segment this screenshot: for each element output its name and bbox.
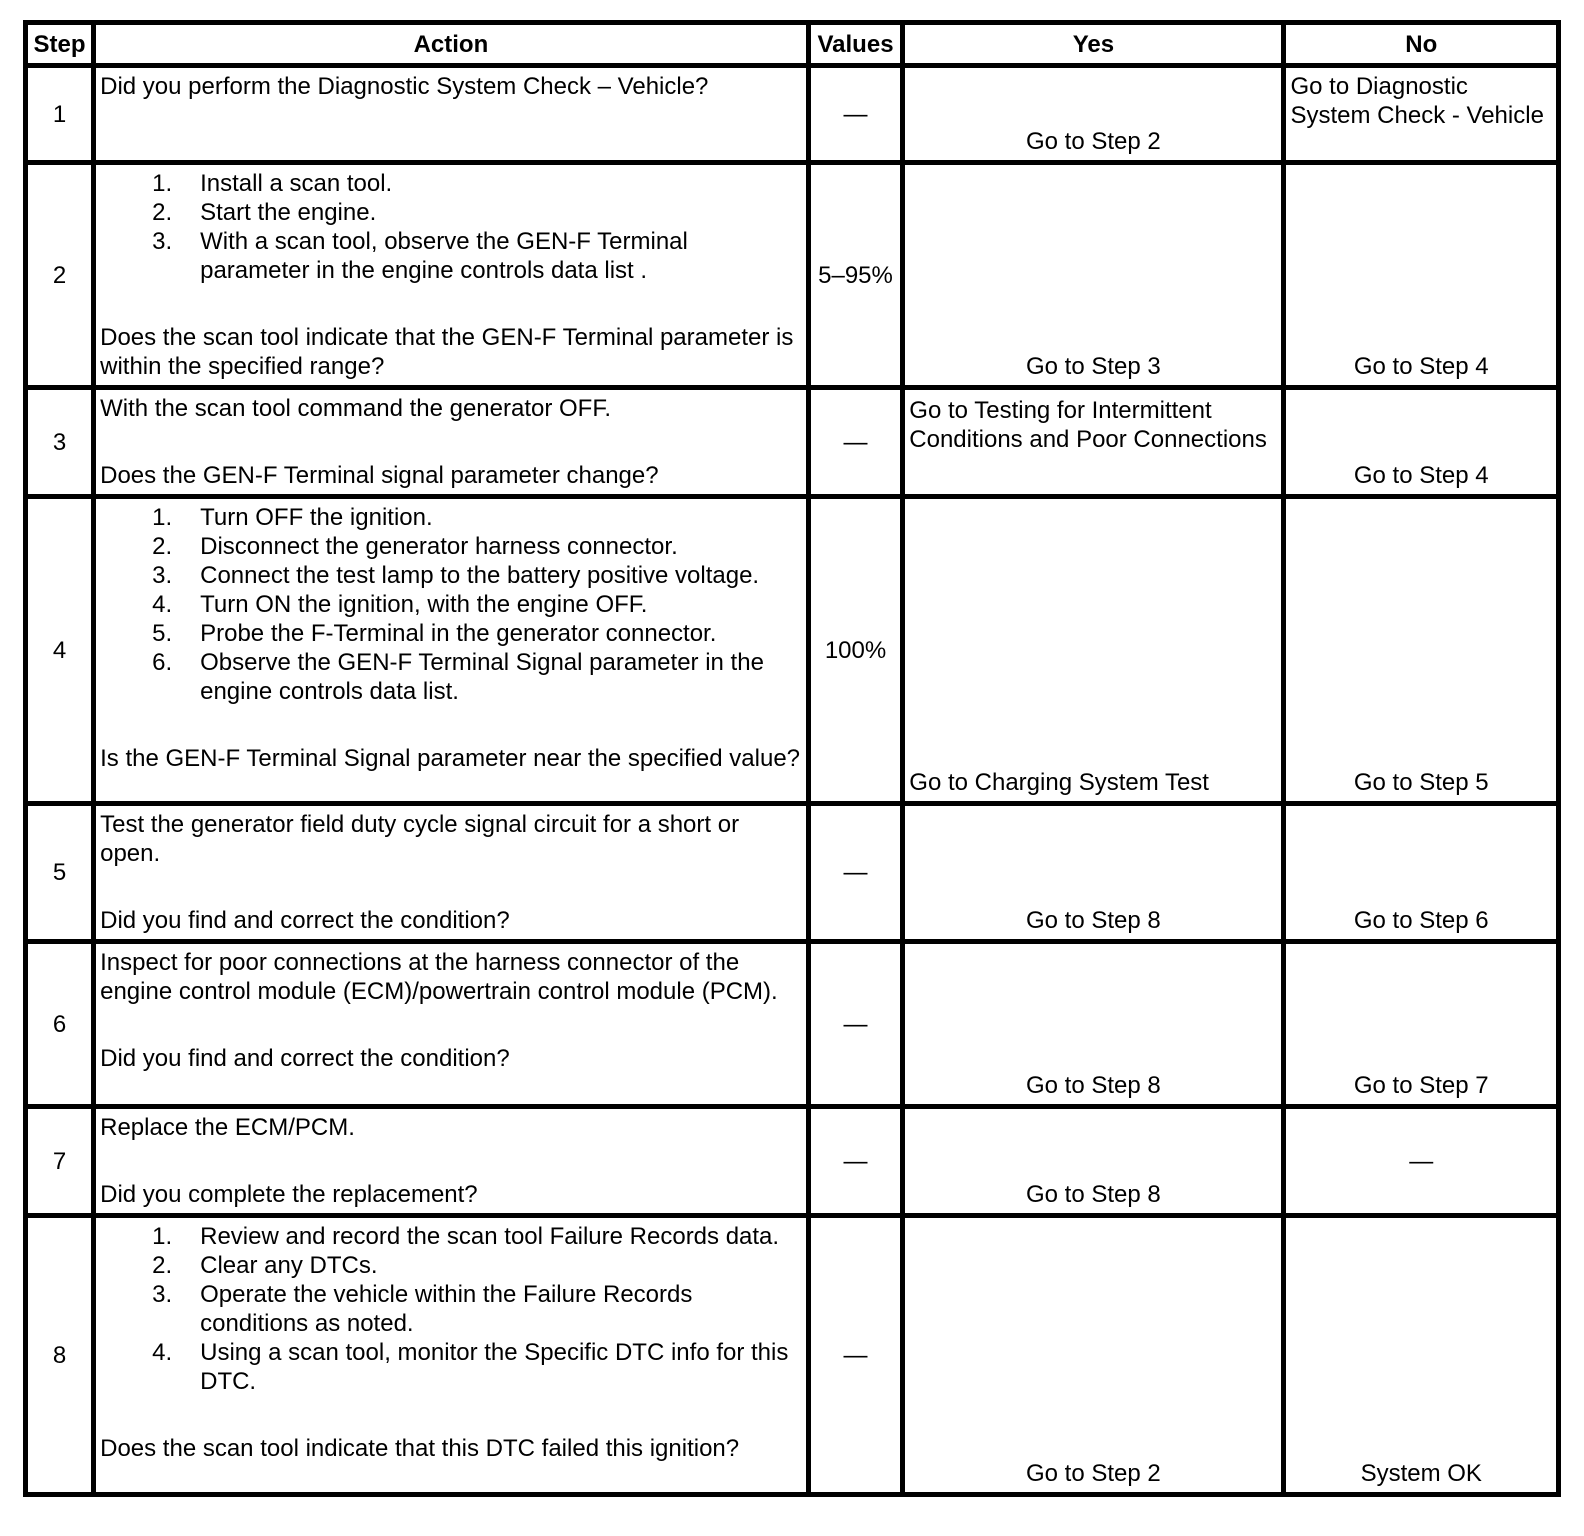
step-number: 6 — [26, 942, 94, 1107]
diagnostic-table — [23, 20, 1561, 1497]
action-cell — [94, 66, 809, 163]
question-text: Did you find and correct the condition? — [100, 1045, 510, 1072]
list-item: 3. Connect the test lamp to the battery positive voltage. — [152, 562, 760, 589]
header-step: Step — [26, 23, 94, 66]
yes-cell — [903, 497, 1284, 804]
header-row — [26, 23, 1559, 66]
no-text: System OK — [1360, 1460, 1482, 1487]
table-row — [26, 942, 1559, 1107]
yes-text: Go to Charging System Test — [909, 769, 1209, 796]
no-cell — [1284, 804, 1559, 942]
question-text: Did you complete the replacement? — [100, 1181, 478, 1208]
instruction-list — [100, 503, 804, 706]
action-cell — [94, 497, 809, 804]
values-cell: 5–95% — [808, 163, 903, 388]
values-cell: — — [808, 66, 903, 163]
table-row — [26, 497, 1559, 804]
yes-cell — [903, 163, 1284, 388]
no-cell — [1284, 1107, 1559, 1216]
step-number: 2 — [26, 163, 94, 388]
values-cell: — — [808, 804, 903, 942]
table-row — [26, 163, 1559, 388]
yes-text: Go to Step 8 — [1026, 907, 1161, 934]
question-text: Did you find and correct the condition? — [100, 907, 510, 934]
action-cell — [94, 388, 809, 497]
action-cell — [94, 163, 809, 388]
no-text: Go to Step 7 — [1353, 1072, 1489, 1099]
table-row — [26, 804, 1559, 942]
list-item: 2. Start the engine. — [152, 199, 377, 226]
list-item: 2. Clear any DTCs. — [152, 1252, 378, 1279]
no-cell — [1284, 942, 1559, 1107]
question-text: Does the scan tool indicate that this DTC failed this ignition? — [100, 1435, 740, 1462]
action-cell — [94, 1216, 809, 1495]
instruction-list — [100, 169, 804, 285]
no-text: Go to Step 4 — [1353, 353, 1489, 380]
question-text: Does the GEN-F Terminal signal parameter change? — [100, 462, 659, 489]
values-cell: — — [808, 1216, 903, 1495]
values-cell: — — [808, 942, 903, 1107]
list-item: 4. Turn ON the ignition, with the engine OFF. — [152, 591, 648, 618]
list-item: 1. Turn OFF the ignition. — [152, 504, 433, 531]
values-cell: — — [808, 388, 903, 497]
yes-cell — [903, 804, 1284, 942]
question-text: Does the scan tool indicate that the GEN-F Terminal parameter is within the specified range? — [100, 324, 794, 380]
step-number: 1 — [26, 66, 94, 163]
yes-cell — [903, 66, 1284, 163]
no-cell — [1284, 388, 1559, 497]
action-cell — [94, 804, 809, 942]
list-item: 5. Probe the F-Terminal in the generator connector. — [152, 620, 717, 647]
step-number: 4 — [26, 497, 94, 804]
yes-text: Go to Testing for Intermittent Conditions and Poor Connections — [909, 397, 1267, 453]
table-row — [26, 1216, 1559, 1495]
values-cell: 100% — [808, 497, 903, 804]
question-text: Is the GEN-F Terminal Signal parameter near the specified value? — [100, 745, 801, 772]
no-cell — [1284, 66, 1559, 163]
yes-cell — [903, 1107, 1284, 1216]
table-row — [26, 1107, 1559, 1216]
step-number: 3 — [26, 388, 94, 497]
instruction-list — [100, 1222, 804, 1396]
step-number: 8 — [26, 1216, 94, 1495]
no-text: Go to Step 6 — [1353, 907, 1489, 934]
yes-cell — [903, 1216, 1284, 1495]
no-text: Go to Diagnostic System Check - Vehicle — [1290, 73, 1544, 129]
no-text: Go to Step 4 — [1353, 462, 1489, 489]
yes-text: Go to Step 8 — [1026, 1072, 1161, 1099]
yes-cell — [903, 942, 1284, 1107]
action-text: Replace the ECM/PCM. — [100, 1114, 355, 1141]
step-number: 7 — [26, 1107, 94, 1216]
yes-text: Go to Step 8 — [1026, 1181, 1161, 1208]
yes-text: Go to Step 2 — [1026, 128, 1161, 155]
action-text: With the scan tool command the generator OFF. — [100, 395, 612, 422]
no-cell — [1284, 497, 1559, 804]
header-values: Values — [808, 23, 903, 66]
header-no: No — [1284, 23, 1559, 66]
no-cell — [1284, 163, 1559, 388]
list-item: 2. Disconnect the generator harness connector. — [152, 533, 678, 560]
action-cell — [94, 942, 809, 1107]
action-cell — [94, 1107, 809, 1216]
values-cell: — — [808, 1107, 903, 1216]
list-item: 1. Install a scan tool. — [152, 170, 393, 197]
header-yes: Yes — [903, 23, 1284, 66]
action-text: Inspect for poor connections at the harness connector of the engine control module (ECM)/powertrain control module (PCM). — [100, 949, 778, 1005]
no-cell — [1284, 1216, 1559, 1495]
action-text: Did you perform the Diagnostic System Check – Vehicle? — [100, 73, 709, 100]
table-row — [26, 66, 1559, 163]
no-text: Go to Step 5 — [1353, 769, 1489, 796]
list-item: 1. Review and record the scan tool Failure Records data. — [152, 1223, 780, 1250]
list-item: 3. Operate the vehicle within the Failure Records conditions as noted. — [152, 1281, 693, 1337]
list-item: 3. With a scan tool, observe the GEN-F Terminal parameter in the engine controls data list . — [152, 228, 688, 284]
yes-text: Go to Step 3 — [1026, 353, 1161, 380]
no-text: — — [1409, 1147, 1434, 1175]
action-text: Test the generator field duty cycle signal circuit for a short or open. — [100, 811, 740, 867]
header-action: Action — [94, 23, 809, 66]
list-item: 6. Observe the GEN-F Terminal Signal parameter in the engine controls data list. — [152, 649, 764, 705]
yes-text: Go to Step 2 — [1026, 1460, 1161, 1487]
step-number: 5 — [26, 804, 94, 942]
table-row — [26, 388, 1559, 497]
list-item: 4. Using a scan tool, monitor the Specific DTC info for this DTC. — [152, 1339, 789, 1395]
yes-cell — [903, 388, 1284, 497]
